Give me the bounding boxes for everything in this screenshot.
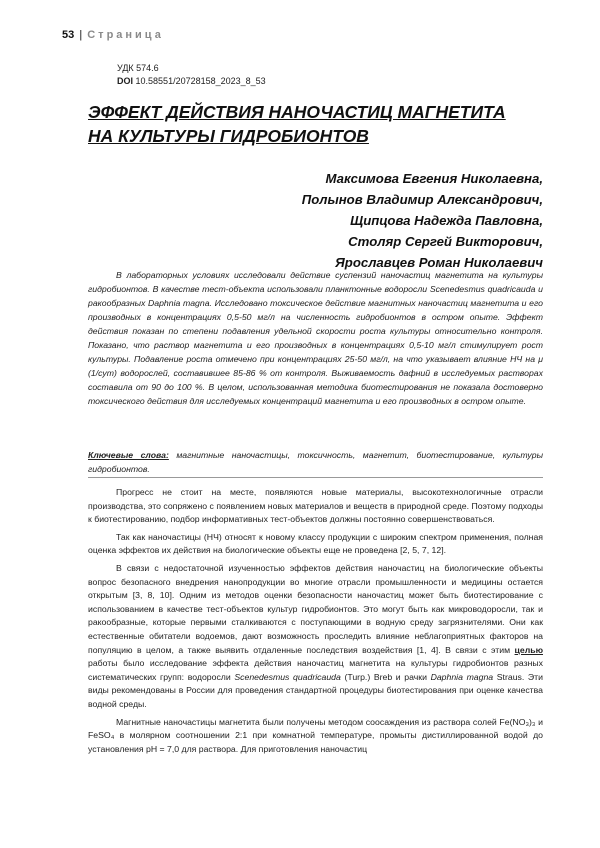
author-name: Ярославцев Роман Николаевич: [335, 255, 543, 270]
keywords-label: Ключевые слова:: [88, 450, 169, 460]
body-text: работы было исследование эффекта действия наночастиц магнетита на культуры гидробионтов разных систематических групп: водоросли: [88, 658, 543, 682]
author-name: Полынов Владимир Александрович,: [301, 192, 543, 207]
doi-line: [117, 75, 266, 88]
species-name: Daphnia magna: [430, 671, 494, 682]
abstract-text: и ракообразных: [88, 284, 543, 308]
abstract: [88, 268, 543, 408]
title-line-1: ЭФФЕКТ ДЕЙСТВИЯ НАНОЧАСТИЦ МАГНЕТИТА: [88, 102, 506, 122]
page-header: [62, 28, 164, 42]
species-name: Daphnia magna: [147, 298, 210, 308]
section-divider: [88, 477, 543, 478]
author-name: Щипцова Надежда Павловна,: [350, 213, 543, 228]
author-name: Столяр Сергей Викторович,: [348, 234, 543, 249]
body-text: (Turp.) Breb и рачки: [340, 671, 431, 682]
body-paragraph: Магнитные наночастицы магнетита были получены методом соосаждения из раствора солей Fe(NO₃)₃ и FeSO₄ в молярном соотношении 2:1 при комнатной температуре, промыты дистиллированной водой до установления pH = 7,0 для раствора. Для приготовления наночастиц: [88, 716, 543, 754]
author-name: Максимова Евгения Николаевна,: [325, 171, 543, 186]
title-line-2: НА КУЛЬТУРЫ ГИДРОБИОНТОВ: [88, 126, 369, 146]
body-paragraph: [88, 562, 543, 712]
page-label: Страница: [87, 29, 164, 41]
species-name: Scenedesmus quadricauda: [429, 284, 536, 294]
keywords: [88, 448, 543, 476]
body-text: Straus. Эти виды рекомендованы в России для проведения стандартной процедуры биотестирования при оценке качества водной среды.: [88, 671, 543, 709]
header-separator: |: [79, 29, 83, 41]
abstract-text: . Исследовано токсическое действие магнитных наночастиц магнетита и его производных в концентрациях 0,5-50 мг/л на численность гидробионтов в остром опыте. Эффект действия показан по степени подавления удельной скорости роста культуры относительно контроля. Показано, что раствор магнетита и его производных в концентрациях 0,5-10 мг/л стимулирует рост культуры. Подавление роста отмечено при концентрациях 25-50 мг/л, на что указывает влияние НЧ на μ (1/сут) водорослей, составившее 85-86 % от контроля. Выживаемость дафний в исследуемых растворах составила от 90 до 100 %. В целом, использованная методика биотестирования не показала достоверно токсического действия для исследуемых концентраций магнетита и его производных в остром опыте.: [88, 298, 543, 406]
article-body: [88, 486, 543, 760]
author-list: [302, 168, 543, 273]
udk-code: УДК 574.6: [117, 63, 159, 73]
doi-value[interactable]: 10.58551/20728158_2023_8_53: [135, 76, 266, 86]
body-paragraph: Так как наночастицы (НЧ) относят к новому классу продукции с широким спектром применения, полная оценка эффектов их действия на биологические объекты еще не проведена [2, 5, 7, 12].: [88, 531, 543, 556]
abstract-paragraph: [88, 268, 543, 408]
abstract-text: В лабораторных условиях исследовали действие суспензий наночастиц магнетита на культуры гидробионтов. В качестве тест-объекта использовали планктонные водоросли: [88, 270, 543, 294]
body-text: В связи с недостаточной изученностью эффектов действия наночастиц на биологические объекты вопрос безопасного внедрения нанопродукции во многие отрасли промышленности и медицины остается открытым [3, 8, 10]. Одним из методов оценки безопасности наночастиц может быть биотестирование с использованием в качестве тест-объектов культур гидробионтов. Это могут быть как микроводоросли, так и ракообразные, которые первыми сталкиваются с поступающими в водную среду загрязнителями. Они как естественные обитатели водоемов, дают возможность проследить влияние неблагоприятных факторов на популяцию в целом, а также выявить отдаленные последствия воздействия [1, 4]. В связи с этим: [88, 562, 543, 655]
doi-label: DOI: [117, 76, 134, 86]
goal-emphasis: целью: [514, 644, 543, 655]
species-name: Scenedesmus quadricauda: [234, 671, 341, 682]
body-paragraph: Прогресс не стоит на месте, появляются новые материалы, высокотехнологичные отрасли производства, это сопряжено с появлением новых материалов и веществ в природной среде. Поэтому подходы к биотестированию, подбор информативных тест-объектов должны постоянно совершенствоваться.: [88, 487, 543, 525]
keywords-text: магнитные наночастицы, токсичность, магнетит, биотестирование, культуры гидробионтов.: [88, 450, 543, 474]
page-number: 53: [62, 29, 75, 41]
article-title: [88, 100, 548, 148]
article-meta: [117, 62, 266, 88]
